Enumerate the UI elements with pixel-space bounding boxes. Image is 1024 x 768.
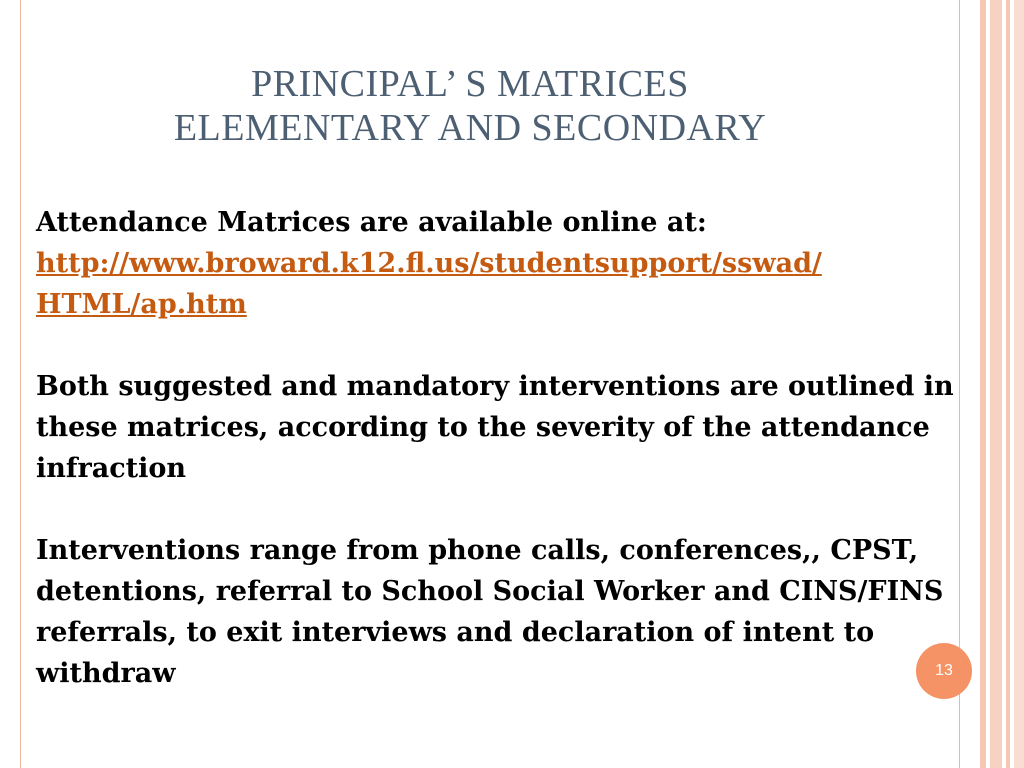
availability-intro: Attendance Matrices are available online at: <box>36 207 707 238</box>
paragraph-interventions-outline: Both suggested and mandatory interventions are outlined in these matrices, according to the severity of the attendance infraction <box>36 371 954 484</box>
paragraph-availability <box>36 202 966 325</box>
slide-title <box>60 62 880 150</box>
matrices-url-link-line-2[interactable]: HTML/ap.htm <box>36 289 247 320</box>
decorative-stripe <box>980 0 986 768</box>
page-number-badge <box>916 643 972 699</box>
page-number: 13 <box>935 662 953 679</box>
decorative-stripe <box>990 0 1002 768</box>
title-line-1: PRINCIPAL’ S MATRICES <box>251 63 689 105</box>
slide-body <box>36 202 966 694</box>
title-line-2: ELEMENTARY AND SECONDARY <box>173 107 767 149</box>
decorative-stripe <box>1006 0 1010 768</box>
matrices-url-link-line-1[interactable]: http://www.broward.k12.fl.us/studentsupport/sswad/ <box>36 248 822 279</box>
paragraph-interventions-range: Interventions range from phone calls, conferences,, CPST, detentions, referral to School Social Worker and CINS/FINS referrals, to exit interviews and declaration of intent to withdraw <box>36 535 944 689</box>
decorative-stripe <box>1014 0 1024 768</box>
